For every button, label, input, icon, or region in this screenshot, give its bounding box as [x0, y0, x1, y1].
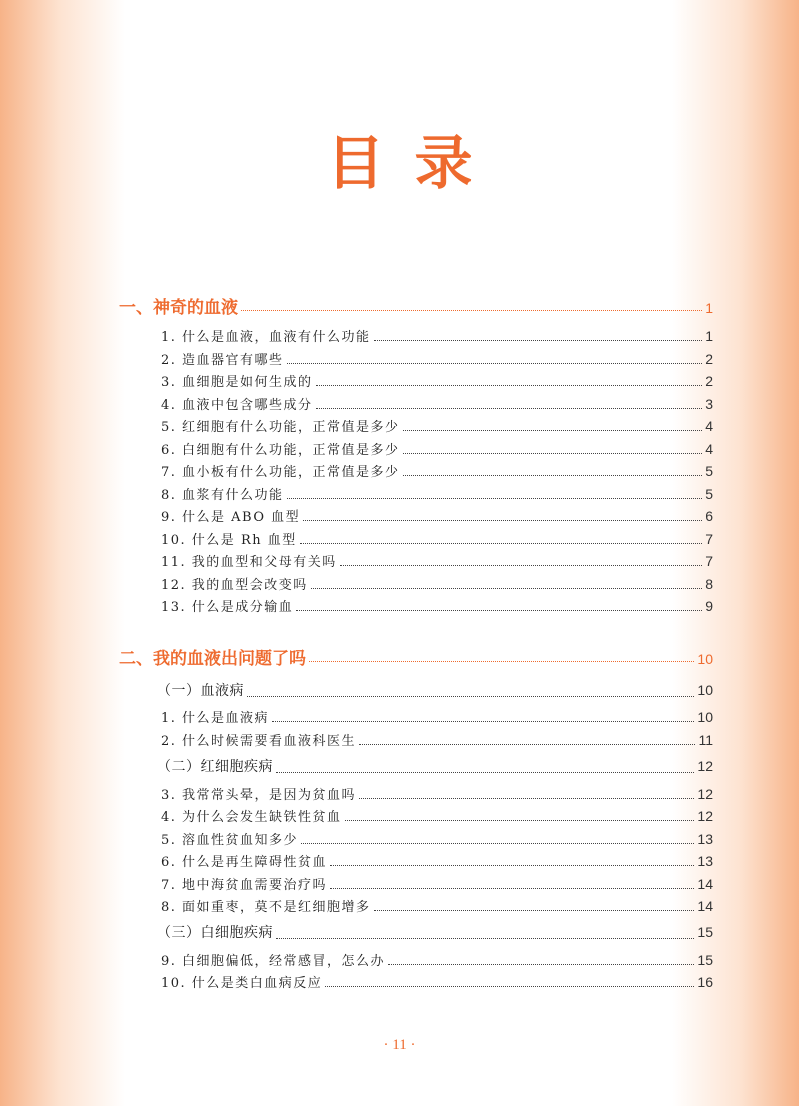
page-number: 12 [697, 758, 713, 774]
page-number: 9 [705, 598, 713, 614]
entry-title: 2. 什么时候需要看血液科医生 [161, 734, 357, 749]
toc-entry[interactable] [161, 851, 713, 871]
page-number: 10 [697, 682, 713, 698]
page-number: 7 [705, 553, 713, 569]
toc-entry[interactable] [161, 874, 713, 894]
dot-leader [316, 407, 703, 409]
dot-leader [241, 309, 702, 311]
entry-title: 9. 白细胞偏低，经常感冒，怎么办 [161, 954, 386, 969]
dot-leader [325, 985, 694, 987]
toc-entry[interactable] [161, 574, 713, 594]
dot-leader [272, 720, 694, 722]
toc-entry[interactable] [161, 829, 713, 849]
entry-title: 10. 什么是 Rh 血型 [161, 533, 297, 548]
entry-title: 5. 红细胞有什么功能，正常值是多少 [161, 420, 400, 435]
toc-entry[interactable] [161, 506, 713, 526]
toc-entry[interactable] [161, 707, 713, 727]
dot-leader [311, 587, 702, 589]
section-title: （三）白细胞疾病 [157, 925, 273, 941]
entry-title: 2. 造血器官有哪些 [161, 353, 284, 368]
toc-entry[interactable] [161, 484, 713, 504]
section-title: （一）血液病 [157, 683, 244, 699]
toc-entry[interactable] [161, 371, 713, 391]
toc-section[interactable] [157, 922, 713, 944]
dot-leader [403, 429, 703, 431]
toc-section[interactable] [157, 680, 713, 702]
entry-title: 6. 什么是再生障碍性贫血 [161, 855, 328, 870]
dot-leader [276, 771, 694, 773]
toc-entry[interactable] [161, 439, 713, 459]
entry-title: 7. 地中海贫血需要治疗吗 [161, 878, 328, 893]
page-number: 11 [698, 732, 713, 748]
dot-leader [340, 564, 702, 566]
entry-title: 10. 什么是类白血病反应 [161, 976, 323, 991]
page-number: 10 [697, 709, 713, 725]
toc-entry[interactable] [161, 349, 713, 369]
entry-title: 4. 为什么会发生缺铁性贫血 [161, 810, 342, 825]
dot-leader [388, 963, 694, 965]
dot-leader [403, 474, 703, 476]
entry-title: 9. 什么是 ABO 血型 [161, 510, 301, 525]
page-number: 4 [705, 418, 713, 434]
toc-entry[interactable] [161, 972, 713, 992]
page-number: 3 [705, 396, 713, 412]
toc-entry[interactable] [161, 529, 713, 549]
dot-leader [301, 842, 694, 844]
entry-title: 1. 什么是血液，血液有什么功能 [161, 330, 371, 345]
dot-leader [374, 909, 695, 911]
page-footer-number: · 11 · [383, 1037, 416, 1053]
dot-leader [287, 497, 703, 499]
section-title: （二）红细胞疾病 [157, 759, 273, 775]
toc-entry[interactable] [161, 950, 713, 970]
dot-leader [330, 864, 694, 866]
toc-entry[interactable] [161, 394, 713, 414]
entry-title: 7. 血小板有什么功能，正常值是多少 [161, 465, 400, 480]
page-number: 16 [697, 974, 713, 990]
entry-title: 6. 白细胞有什么功能，正常值是多少 [161, 443, 400, 458]
dot-leader [309, 660, 694, 662]
dot-leader [296, 609, 702, 611]
chapter-title: 二、我的血液出问题了吗 [119, 649, 306, 669]
toc-entry[interactable] [161, 461, 713, 481]
page-number: 12 [697, 808, 713, 824]
dot-leader [247, 695, 694, 697]
page-number: 5 [705, 463, 713, 479]
dot-leader [359, 743, 695, 745]
page-number: 15 [697, 924, 713, 940]
entry-title: 5. 溶血性贫血知多少 [161, 833, 299, 848]
page-number: 2 [705, 373, 713, 389]
dot-leader [303, 519, 702, 521]
dot-leader [276, 937, 694, 939]
entry-title: 1. 什么是血液病 [161, 711, 270, 726]
page-number: 4 [705, 441, 713, 457]
toc-entry[interactable] [161, 416, 713, 436]
toc-chapter-2[interactable] [119, 644, 713, 668]
page-number: 10 [697, 651, 713, 667]
toc-entry[interactable] [161, 806, 713, 826]
dot-leader [359, 797, 694, 799]
dot-leader [316, 384, 703, 386]
entry-title: 8. 面如重枣，莫不是红细胞增多 [161, 900, 371, 915]
page-number: 1 [705, 300, 713, 316]
toc-entry[interactable] [161, 596, 713, 616]
entry-title: 11. 我的血型和父母有关吗 [161, 555, 337, 570]
page-number: 13 [697, 853, 713, 869]
dot-leader [374, 339, 703, 341]
page-number: 7 [705, 531, 713, 547]
page-number: 5 [705, 486, 713, 502]
page-number: 1 [705, 328, 713, 344]
dot-leader [403, 452, 703, 454]
dot-leader [330, 887, 694, 889]
dot-leader [345, 819, 695, 821]
toc-entry[interactable] [161, 730, 713, 750]
page-title: 目录 [326, 129, 503, 197]
dot-leader [287, 362, 703, 364]
entry-title: 3. 我常常头晕，是因为贫血吗 [161, 788, 357, 803]
toc-entry[interactable] [161, 784, 713, 804]
page-number: 13 [697, 831, 713, 847]
toc-entry[interactable] [161, 896, 713, 916]
entry-title: 8. 血浆有什么功能 [161, 488, 284, 503]
dot-leader [300, 542, 702, 544]
entry-title: 4. 血液中包含哪些成分 [161, 398, 313, 413]
page-number: 15 [697, 952, 713, 968]
chapter-title: 一、神奇的血液 [119, 298, 238, 318]
page-number: 2 [705, 351, 713, 367]
toc-section[interactable] [157, 756, 713, 778]
page-number: 8 [705, 576, 713, 592]
page-number: 14 [697, 876, 713, 892]
entry-title: 12. 我的血型会改变吗 [161, 578, 308, 593]
toc-chapter-1[interactable] [119, 293, 713, 317]
entry-title: 13. 什么是成分输血 [161, 600, 294, 615]
toc-entry[interactable] [161, 326, 713, 346]
toc-entry[interactable] [161, 551, 713, 571]
entry-title: 3. 血细胞是如何生成的 [161, 375, 313, 390]
page-number: 12 [697, 786, 713, 802]
page-number: 14 [697, 898, 713, 914]
page-number: 6 [705, 508, 713, 524]
